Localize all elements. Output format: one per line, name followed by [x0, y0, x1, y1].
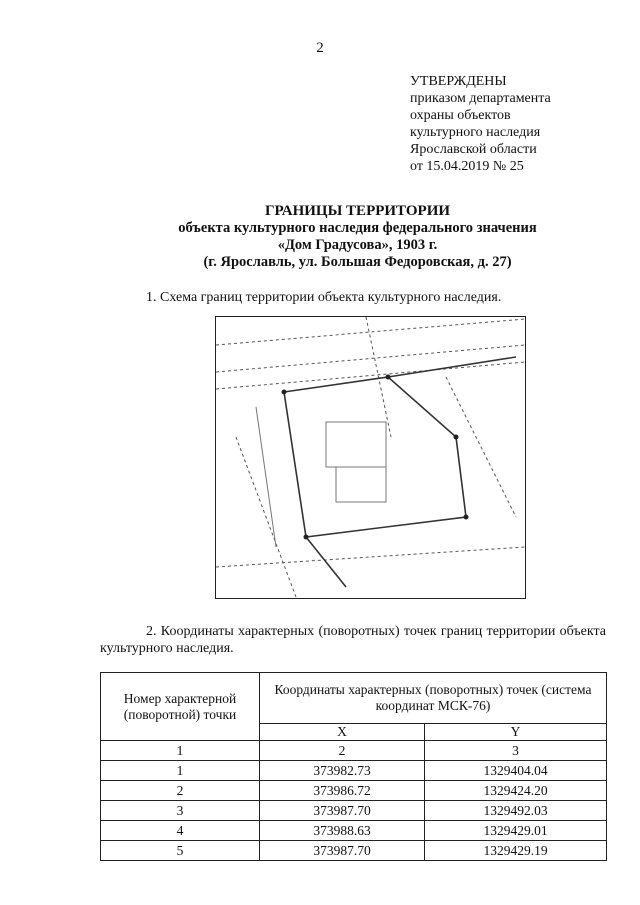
table-cell: 1 — [101, 741, 260, 761]
heading-line: объекта культурного наследия федерального значения — [178, 220, 537, 236]
approval-title: УТВЕРЖДЕНЫ — [410, 74, 507, 89]
table-row — [101, 821, 607, 841]
table-cell: 373982.73 — [260, 761, 425, 781]
approval-line: приказом департамента — [410, 91, 551, 106]
approval-stamp — [410, 73, 551, 175]
table-cell: 5 — [101, 841, 260, 861]
table-cell: 3 — [425, 741, 607, 761]
section-2-caption: 2. Координаты характерных (поворотных) точек границ территории объекта культурного наследия. — [100, 624, 606, 656]
page-number: 2 — [316, 40, 324, 56]
approval-line: от 15.04.2019 № 25 — [410, 159, 524, 174]
table-cell: 2 — [101, 781, 260, 801]
table-cell: 373987.70 — [260, 841, 425, 861]
header-coordinates: Координаты характерных (поворотных) точек (система координат МСК-76) — [260, 673, 607, 724]
heading-line: «Дом Градусова», 1903 г. — [277, 237, 438, 253]
approval-line: культурного наследия — [410, 125, 541, 140]
table-row — [101, 761, 607, 781]
heading-line: (г. Ярославль, ул. Большая Федоровская, д. 27) — [203, 254, 512, 270]
table-row — [101, 781, 607, 801]
section-1-caption: 1. Схема границ территории объекта культурного наследия. — [146, 290, 502, 305]
table-header-row — [101, 673, 607, 724]
header-y: Y — [425, 724, 607, 741]
document-heading — [0, 203, 640, 271]
table-cell: 373988.63 — [260, 821, 425, 841]
approval-line: Ярославской области — [410, 142, 537, 157]
table-cell: 373987.70 — [260, 801, 425, 821]
approval-line: охраны объектов — [410, 108, 511, 123]
table-cell: 2 — [260, 741, 425, 761]
table-cell: 1329404.04 — [425, 761, 607, 781]
cadastral-map-drawing — [216, 317, 525, 598]
table-row — [101, 801, 607, 821]
table-cell: 3 — [101, 801, 260, 821]
boundary-scheme-image — [215, 316, 526, 599]
heading-main: ГРАНИЦЫ ТЕРРИТОРИИ — [264, 203, 451, 219]
table-cell: 373986.72 — [260, 781, 425, 801]
coordinates-table — [100, 672, 607, 861]
header-x: X — [260, 724, 425, 741]
table-row — [101, 841, 607, 861]
table-cell: 1 — [101, 761, 260, 781]
table-cell: 1329492.03 — [425, 801, 607, 821]
table-cell: 1329429.01 — [425, 821, 607, 841]
header-point-number: Номер характерной (поворотной) точки — [101, 673, 260, 741]
table-cell: 1329424.20 — [425, 781, 607, 801]
column-number-row — [101, 741, 607, 761]
table-cell: 4 — [101, 821, 260, 841]
table-cell: 1329429.19 — [425, 841, 607, 861]
